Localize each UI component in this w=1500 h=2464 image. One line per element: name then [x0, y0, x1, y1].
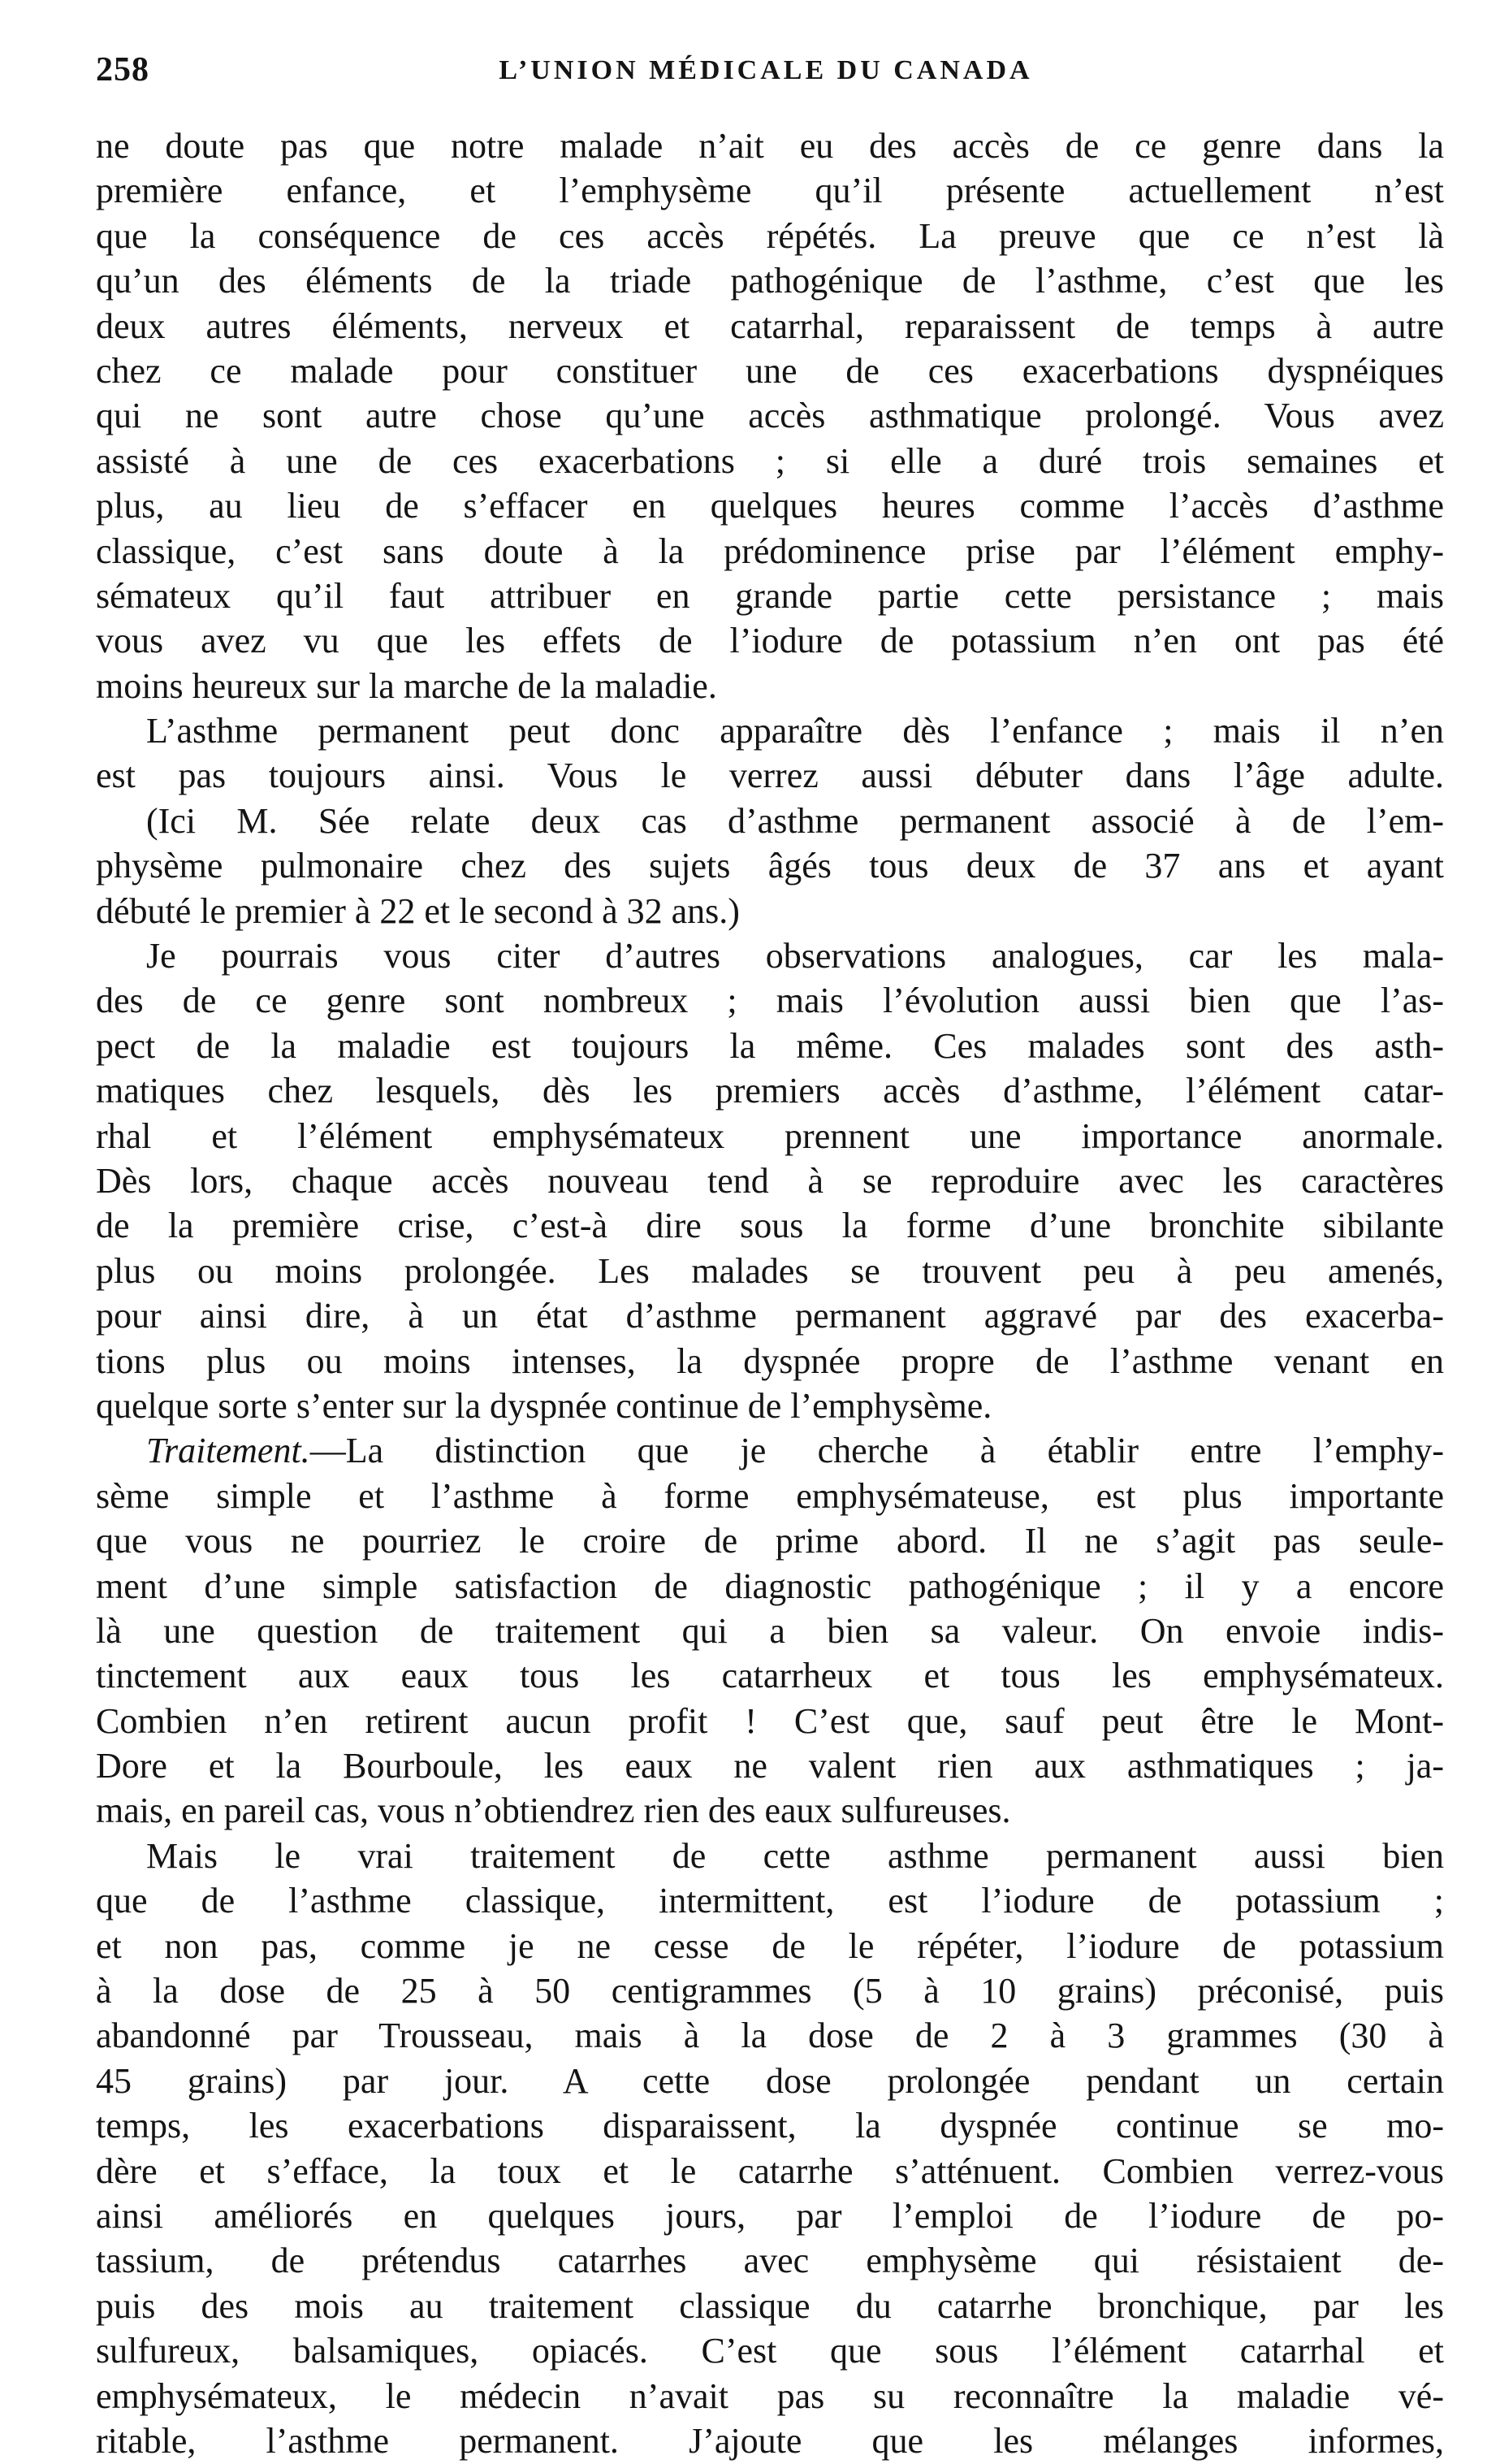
text-line: puis des mois au traitement classique du catarrhe bronchique, par les [96, 2285, 1444, 2326]
text-line: deux autres éléments, nerveux et catarrhal, reparaissent de temps à autre [96, 305, 1444, 346]
text-line: que la conséquence de ces accès répétés. La preuve que ce n’est là [96, 215, 1444, 256]
page-header [96, 50, 1436, 99]
text-line: pect de la maladie est toujours la même. Ces malades sont des asth- [96, 1025, 1444, 1066]
text-line: pour ainsi dire, à un état d’asthme permanent aggravé par des exacerba- [96, 1296, 1444, 1336]
text-line: première enfance, et l’emphysème qu’il présente actuellement n’est [96, 171, 1444, 211]
text-line: chez ce malade pour constituer une de ces exacerbations dyspnéiques [96, 350, 1444, 391]
text-line: sémateux qu’il faut attribuer en grande partie cette persistance ; mais [96, 575, 1444, 616]
text-line: temps, les exacerbations disparaissent, la dyspnée continue se mo- [96, 2106, 1444, 2146]
text-line: et non pas, comme je ne cesse de le répéter, l’iodure de potassium [96, 1925, 1444, 1966]
text-line: physème pulmonaire chez des sujets âgés tous deux de 37 ans et ayant [96, 846, 1444, 886]
text-line: ainsi améliorés en quelques jours, par l’emploi de l’iodure de po- [96, 2195, 1444, 2236]
text-line: que vous ne pourriez le croire de prime abord. Il ne s’agit pas seule- [96, 1521, 1444, 1561]
text-line: Combien n’en retirent aucun profit ! C’est que, sauf peut être le Mont- [96, 1700, 1444, 1741]
text-line: qu’un des éléments de la triade pathogénique de l’asthme, c’est que les [96, 261, 1444, 301]
text-line: abandonné par Trousseau, mais à la dose de 2 à 3 grammes (30 à [96, 2016, 1444, 2056]
text-line: L’asthme permanent peut donc apparaître dès l’enfance ; mais il n’en [146, 711, 1444, 751]
text-line: est pas toujours ainsi. Vous le verrez aussi débuter dans l’âge adulte. [96, 756, 1444, 796]
text-line: 45 grains) par jour. A cette dose prolongée pendant un certain [96, 2060, 1444, 2101]
body-text [96, 123, 1444, 2463]
text-line: sulfureux, balsamiques, opiacés. C’est que sous l’élément catarrhal et [96, 2331, 1444, 2371]
text-line: plus ou moins prolongée. Les malades se trouvent peu à peu amenés, [96, 1250, 1444, 1291]
text-line: moins heureux sur la marche de la maladie. [96, 665, 717, 706]
text-line: ment d’une simple satisfaction de diagnostic pathogénique ; il y a encore [96, 1565, 1444, 1606]
text-line: tinctement aux eaux tous les catarrheux et tous les emphysémateux. [96, 1656, 1444, 1696]
text-line: assisté à une de ces exacerbations ; si elle a duré trois semaines et [96, 440, 1444, 481]
text-line: Dore et la Bourboule, les eaux ne valent rien aux asthmatiques ; ja- [96, 1746, 1444, 1786]
text-line: que de l’asthme classique, intermittent, est l’iodure de potassium ; [96, 1881, 1444, 1921]
text-line: sème simple et l’asthme à forme emphysémateuse, est plus importante [96, 1475, 1444, 1516]
text-line: classique, c’est sans doute à la prédominence prise par l’élément emphy- [96, 530, 1444, 571]
text-line: rhal et l’élément emphysémateux prennent une importance anormale. [96, 1115, 1444, 1156]
text-line: Dès lors, chaque accès nouveau tend à se reproduire avec les caractères [96, 1160, 1444, 1201]
text-line: à la dose de 25 à 50 centigrammes (5 à 10 grains) préconisé, puis [96, 1971, 1444, 2011]
text-line [96, 1428, 1444, 1473]
text-line: (Ici M. Sée relate deux cas d’asthme permanent associé à de l’em- [146, 800, 1444, 841]
text-line: de la première crise, c’est-à dire sous la forme d’une bronchite sibilante [96, 1206, 1444, 1246]
text-line: emphysémateux, le médecin n’avait pas su reconnaître la maladie vé- [96, 2375, 1444, 2416]
page-number: 258 [96, 51, 149, 89]
text-line: des de ce genre sont nombreux ; mais l’évolution aussi bien que l’as- [96, 981, 1444, 1021]
text-line: là une question de traitement qui a bien sa valeur. On envoie indis- [96, 1610, 1444, 1651]
text-line-rest: —La distinction que je cherche à établir entre l’emphy- [309, 1431, 1444, 1471]
running-head: L’UNION MÉDICALE DU CANADA [499, 55, 1033, 85]
text-line: tions plus ou moins intenses, la dyspnée propre de l’asthme venant en [96, 1340, 1444, 1381]
text-line: Je pourrais vous citer d’autres observations analogues, car les mala- [146, 936, 1444, 977]
text-line: plus, au lieu de s’effacer en quelques heures comme l’accès d’asthme [96, 486, 1444, 526]
text-line: ne doute pas que notre malade n’ait eu des accès de ce genre dans la [96, 126, 1444, 166]
section-heading-traitement: Traitement. [146, 1431, 310, 1471]
text-line: mais, en pareil cas, vous n’obtiendrez rien des eaux sulfureuses. [96, 1791, 1011, 1831]
text-line: ritable, l’asthme permanent. J’ajoute que les mélanges informes, [96, 2420, 1444, 2461]
text-line: Mais le vrai traitement de cette asthme permanent aussi bien [146, 1835, 1444, 1876]
text-line: tassium, de prétendus catarrhes avec emphysème qui résistaient de- [96, 2241, 1444, 2281]
text-line: vous avez vu que les effets de l’iodure de potassium n’en ont pas été [96, 621, 1444, 661]
text-line: matiques chez lesquels, dès les premiers accès d’asthme, l’élément catar- [96, 1071, 1444, 1111]
text-line: dère et s’efface, la toux et le catarrhe s’atténuent. Combien verrez-vous [96, 2150, 1444, 2191]
text-line: débuté le premier à 22 et le second à 32 ans.) [96, 890, 740, 931]
text-line: quelque sorte s’enter sur la dyspnée continue de l’emphysème. [96, 1385, 992, 1426]
text-line: qui ne sont autre chose qu’une accès asthmatique prolongé. Vous avez [96, 396, 1444, 436]
